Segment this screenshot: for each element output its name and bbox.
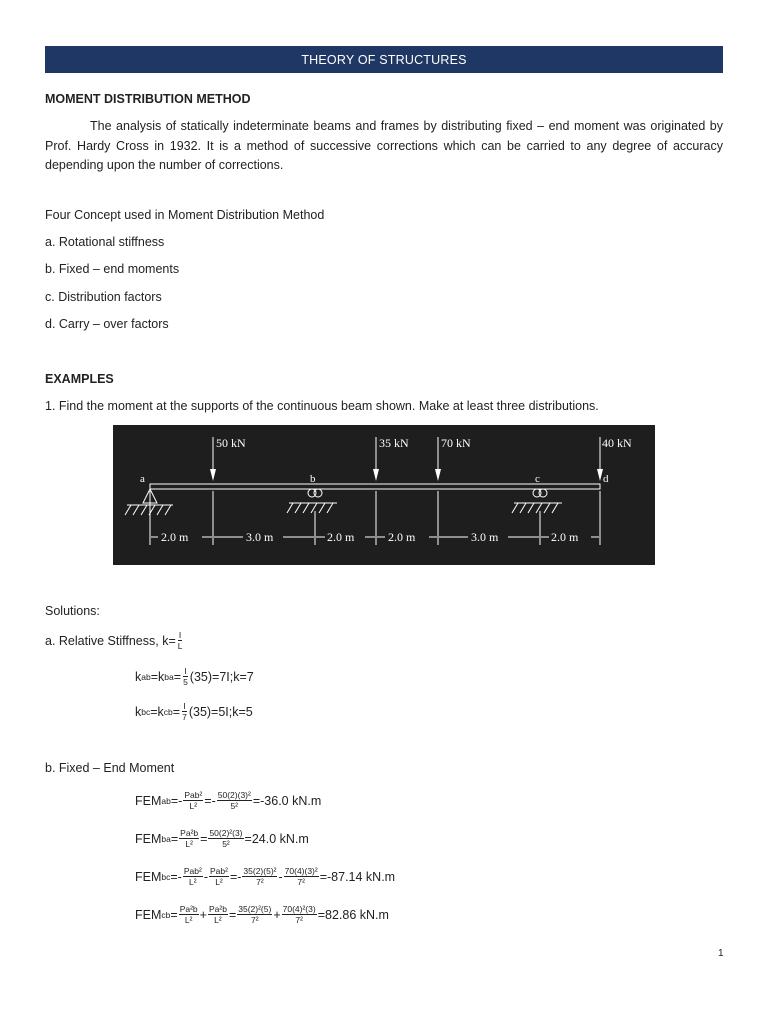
concept-item: d. Carry – over factors [45,317,169,331]
roller-support [287,489,337,513]
solutions-label: Solutions: [45,604,100,618]
fem-cb-equation: FEM cb = $\frac{\text{Pa²b}}{\text{L²}}$ + $\frac{\text{Pa²b}}{\text{L²}}$ = $\frac{\text{35(2)²(5)}}{\text{7²}}$ + $\frac{\text{70(4)²(3)}}{\text{7²}}$ =82.86 kN.m [135,904,389,925]
concepts-title: Four Concept used in Moment Distribution Method [45,208,325,222]
fem-ab-equation: FEM ab =- $\frac{\text{Pab²}}{\text{L²}}$ =- $\frac{\text{50(2)(3)²}}{\text{5²}}$ =-36.0 kN.m [135,790,322,811]
roller-support [512,489,562,513]
beam [150,484,600,489]
fraction: $\frac{I}{7}$ [182,701,187,722]
beam-figure [113,425,655,565]
stiffness-title: a. Relative Stiffness, k= [45,633,176,648]
intro-text: The analysis of statically indeterminate beams and frames by distributing fixed – end moment was originated by Prof. Hardy Cross in 1932. It is a method of successive corrections which can be carried to any degree of accuracy depending upon the number of corrections. [45,119,723,172]
section-heading: MOMENT DISTRIBUTION METHOD [45,92,251,106]
stiffness-heading [45,630,184,651]
span-label: 2.0 m [388,530,416,544]
example-problem: 1. Find the moment at the supports of the continuous beam shown. Make at least three distributions. [45,399,599,413]
span-label: 2.0 m [551,530,579,544]
page-number: 1 [718,948,724,959]
support-label: a [140,473,145,485]
span-label: 2.0 m [161,530,189,544]
span-label: 3.0 m [471,530,499,544]
page-header [45,46,723,73]
stiffness-bc-equation: k bc =k cb = $\frac{I}{7}$ (35)=5I;k=5 [135,701,253,722]
fem-ba-equation: FEM ba = $\frac{\text{Pa²b}}{\text{L²}}$ = $\frac{\text{50(2)²(3)}}{\text{5²}}$ =24.0 kN.m [135,828,309,849]
pin-support [125,489,173,515]
support-label: c [535,473,540,485]
concept-item: a. Rotational stiffness [45,235,165,249]
span-label: 3.0 m [246,530,274,544]
load-label: 40 kN [602,436,632,450]
fraction: $\frac{I}{L}$ [177,630,183,651]
load-label: 70 kN [441,436,471,450]
fem-title: b. Fixed – End Moment [45,761,175,775]
concept-item: c. Distribution factors [45,290,162,304]
examples-heading: EXAMPLES [45,372,114,386]
intro-paragraph [45,117,723,176]
header-title: THEORY OF STRUCTURES [301,52,467,67]
support-label: b [310,473,316,485]
fraction: $\frac{I}{5}$ [183,666,188,687]
fem-bc-equation: FEM bc =- $\frac{\text{Pab²}}{\text{L²}}$ - $\frac{\text{Pab²}}{\text{L²}}$ =- $\frac{\text{35(2)(5)²}}{\text{7²}}$ - $\frac{\text{70(4)(3)²}}{\text{7²}}$ =-87.14 kN.m [135,866,396,887]
span-label: 2.0 m [327,530,355,544]
stiffness-ab-equation: k ab =k ba = $\frac{I}{5}$ (35)=7I;k=7 [135,666,254,687]
load-label: 50 kN [216,436,246,450]
support-label: d [603,473,609,485]
load-label: 35 kN [379,436,409,450]
concept-item: b. Fixed – end moments [45,262,180,276]
